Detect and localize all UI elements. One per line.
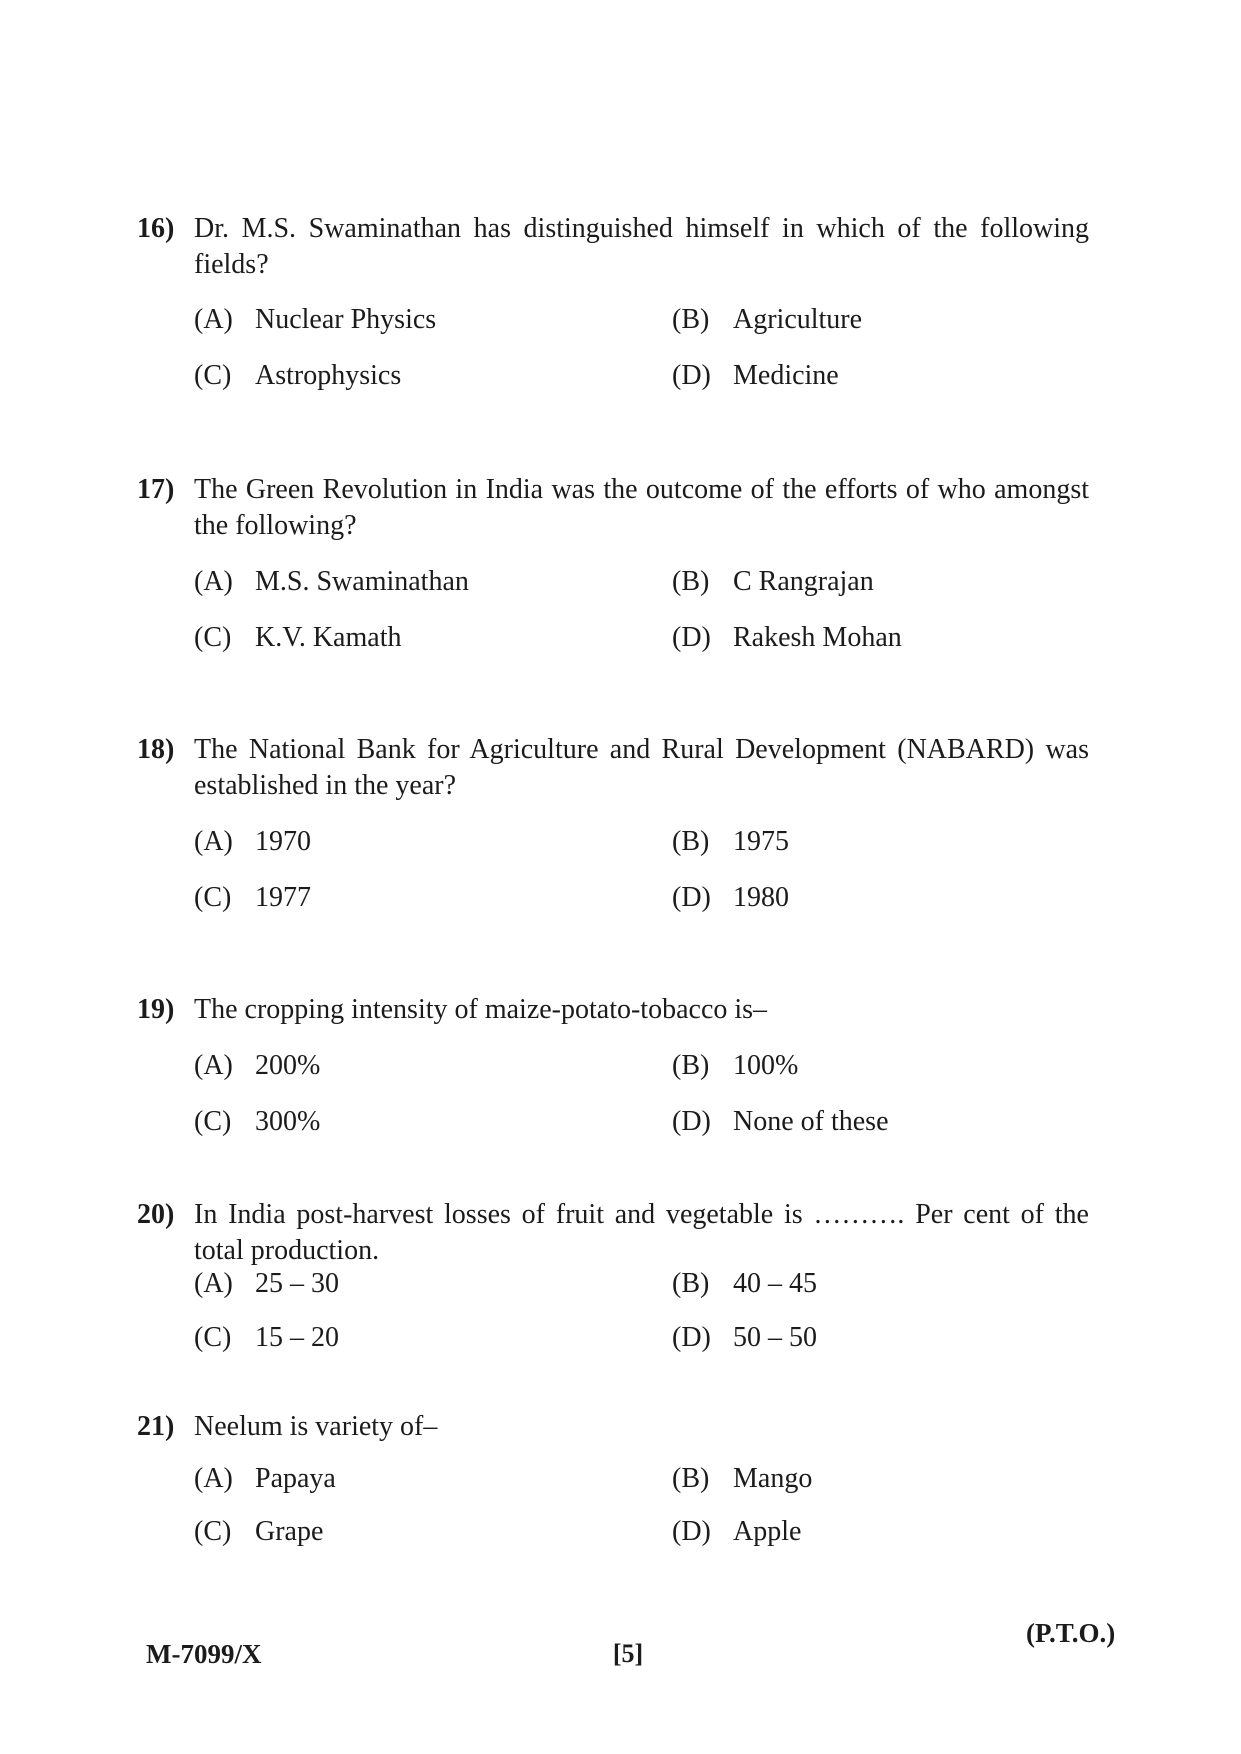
option-a <box>194 554 672 610</box>
option-label: (C) <box>194 622 232 653</box>
question-21 <box>0 1409 1241 1558</box>
option-label: (D) <box>672 1515 711 1547</box>
option-b <box>672 1038 1089 1094</box>
paper-code: M-7099/X <box>146 1639 262 1669</box>
question-number: 21) <box>137 1411 175 1442</box>
question-text-line: established in the year? <box>194 770 457 801</box>
option-label: (D) <box>672 622 711 653</box>
option-label: (A) <box>194 826 233 857</box>
option-c <box>194 1505 672 1558</box>
question-number: 18) <box>137 734 175 765</box>
option-label: (C) <box>194 1515 232 1547</box>
option-label: (A) <box>194 1050 233 1081</box>
option-label: (D) <box>672 360 711 391</box>
option-a <box>194 814 672 870</box>
question-17 <box>0 472 1241 666</box>
options-grid <box>194 814 1089 926</box>
option-d <box>672 610 1089 666</box>
option-text: Apple <box>733 1515 802 1547</box>
option-text: 40 – 45 <box>733 1268 817 1299</box>
option-text: 100% <box>733 1050 799 1081</box>
option-text: Papaya <box>255 1462 336 1494</box>
option-text: 50 – 50 <box>733 1322 817 1353</box>
option-d <box>672 348 1089 404</box>
option-text: Medicine <box>733 360 839 391</box>
option-label: (A) <box>194 566 233 597</box>
option-label: (B) <box>672 1050 710 1081</box>
option-a <box>194 292 672 348</box>
option-text: 15 – 20 <box>255 1322 339 1353</box>
option-c <box>194 870 672 926</box>
question-text-line: In India post-harvest losses of fruit and vegetable is ………. Per cent of the <box>194 1199 1089 1230</box>
option-label: (B) <box>672 566 710 597</box>
question-text-line: fields? <box>194 249 269 280</box>
option-label: (B) <box>672 826 710 857</box>
question-text-line: total production. <box>194 1235 380 1266</box>
option-c <box>194 348 672 404</box>
option-text: Nuclear Physics <box>255 304 437 335</box>
options-grid <box>194 1452 1089 1558</box>
question-16 <box>0 211 1241 404</box>
options-grid <box>194 292 1089 404</box>
option-text: 1975 <box>733 826 789 857</box>
option-text: Grape <box>255 1515 324 1547</box>
option-text: 200% <box>255 1050 321 1081</box>
option-d <box>672 1094 1089 1150</box>
option-d <box>672 1311 1089 1365</box>
option-label: (C) <box>194 360 232 391</box>
option-label: (D) <box>672 1106 711 1137</box>
options-grid <box>194 1038 1089 1150</box>
option-c <box>194 1311 672 1365</box>
option-text: Rakesh Mohan <box>733 622 902 653</box>
option-label: (A) <box>194 304 233 335</box>
option-text: 1977 <box>255 882 311 913</box>
option-label: (C) <box>194 882 232 913</box>
option-text: 25 – 30 <box>255 1268 339 1299</box>
question-number: 17) <box>137 474 175 505</box>
question-text-line: Neelum is variety of– <box>194 1411 438 1442</box>
question-text-line: the following? <box>194 510 357 541</box>
option-d <box>672 870 1089 926</box>
option-label: (B) <box>672 1462 710 1494</box>
question-text-line: Dr. M.S. Swaminathan has distinguished himself in which of the following <box>194 213 1089 244</box>
option-a <box>194 1038 672 1094</box>
option-label: (B) <box>672 304 710 335</box>
option-d <box>672 1505 1089 1558</box>
option-text: 1970 <box>255 826 311 857</box>
question-text-line: The cropping intensity of maize-potato-tobacco is– <box>194 994 768 1025</box>
option-label: (C) <box>194 1106 232 1137</box>
option-text: Mango <box>733 1462 813 1494</box>
option-a <box>194 1257 672 1311</box>
option-text: K.V. Kamath <box>255 622 402 653</box>
option-label: (D) <box>672 1322 711 1353</box>
option-b <box>672 814 1089 870</box>
question-19 <box>0 992 1241 1150</box>
option-b <box>672 292 1089 348</box>
option-text: Agriculture <box>733 304 863 335</box>
options-grid <box>194 1257 1089 1365</box>
option-b <box>672 1452 1089 1505</box>
question-18 <box>0 732 1241 926</box>
option-label: (D) <box>672 882 711 913</box>
question-text-line: The Green Revolution in India was the outcome of the efforts of who amongst <box>194 474 1089 505</box>
option-text: Astrophysics <box>255 360 402 391</box>
option-text: C Rangrajan <box>733 566 874 597</box>
option-label: (B) <box>672 1268 710 1299</box>
option-c <box>194 610 672 666</box>
option-text: 1980 <box>733 882 789 913</box>
options-grid <box>194 554 1089 666</box>
option-a <box>194 1452 672 1505</box>
question-number: 16) <box>137 213 175 244</box>
option-b <box>672 554 1089 610</box>
question-number: 19) <box>137 994 175 1025</box>
option-text: 300% <box>255 1106 321 1137</box>
please-turn-over: (P.T.O.) <box>1026 1618 1116 1648</box>
question-20 <box>0 1197 1241 1365</box>
question-text-line: The National Bank for Agriculture and Rural Development (NABARD) was <box>194 734 1089 765</box>
option-text: M.S. Swaminathan <box>255 566 469 597</box>
question-number: 20) <box>137 1199 175 1230</box>
option-c <box>194 1094 672 1150</box>
option-label: (A) <box>194 1462 233 1494</box>
option-label: (A) <box>194 1268 233 1299</box>
option-b <box>672 1257 1089 1311</box>
option-text: None of these <box>733 1106 889 1137</box>
page-number: [5] <box>612 1639 644 1668</box>
option-label: (C) <box>194 1322 232 1353</box>
